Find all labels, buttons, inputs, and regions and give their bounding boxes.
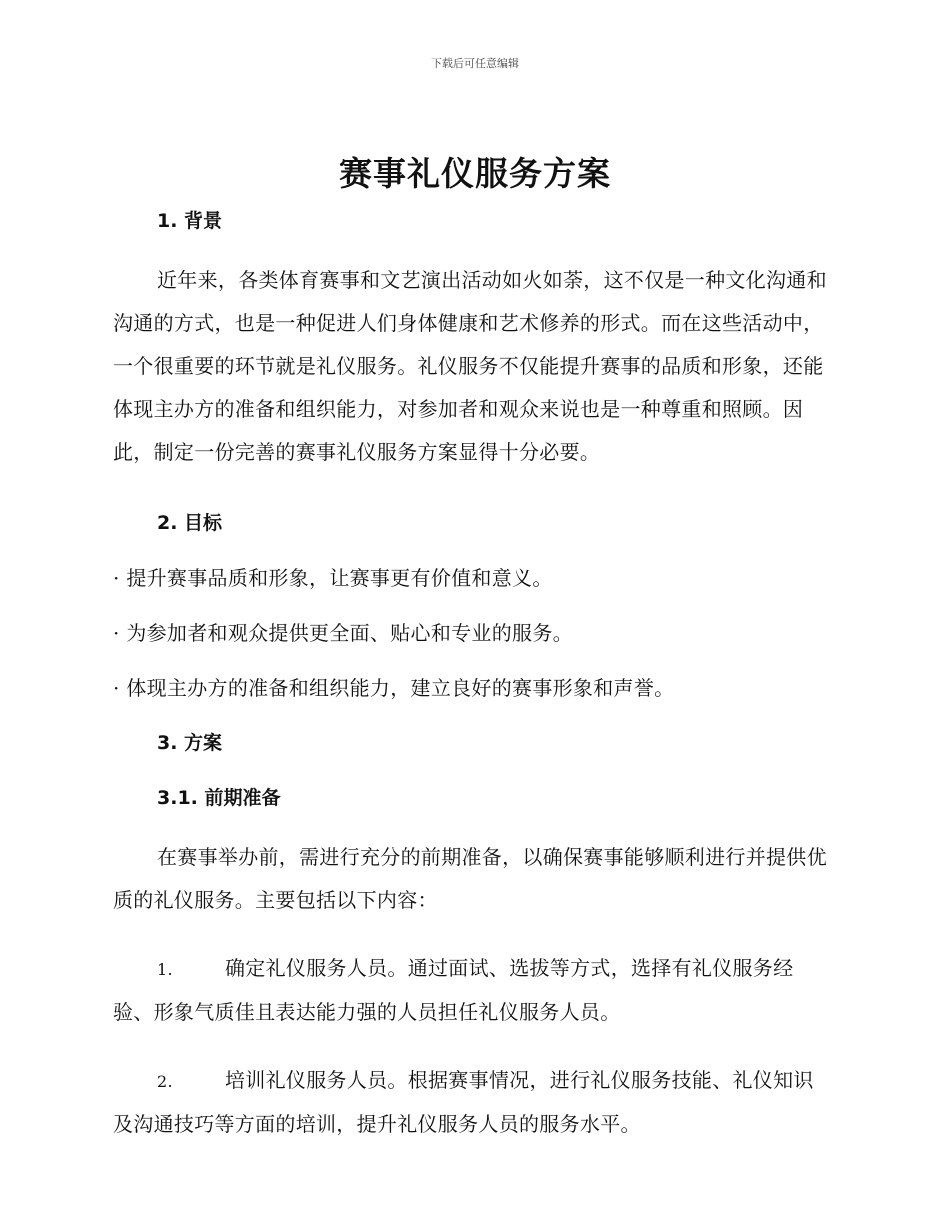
background-paragraph: 近年来，各类体育赛事和文艺演出活动如火如荼，这不仅是一种文化沟通和沟通的方式，也是一种促进人们身体健康和艺术修养的形式。而在这些活动中，一个很重要的环节就是礼仪服务。礼仪服务不仅能提升赛事的品质和形象，还能体现主办方的准备和组织能力，对参加者和观众来说也是一种尊重和照顾。因此，制定一份完善的赛事礼仪服务方案显得十分必要。 [113, 268, 827, 464]
step-number: 1. [157, 960, 173, 979]
document-title: 赛事礼仪服务方案 [339, 154, 611, 193]
goal-item: · 提升赛事品质和形象，让赛事更有价值和意义。 [113, 566, 553, 590]
preparation-step [113, 1059, 830, 1146]
section-heading-background: 1. 背景 [157, 210, 223, 232]
goal-item: · 为参加者和观众提供更全面、贴心和专业的服务。 [113, 621, 573, 645]
step-number: 2. [157, 1072, 173, 1091]
page-header: 下载后可任意编辑 [431, 57, 519, 70]
subsection-heading-preparation: 3.1. 前期准备 [157, 787, 281, 809]
step-text: 培训礼仪服务人员。根据赛事情况，进行礼仪服务技能、礼仪知识及沟通技巧等方面的培训，提升礼仪服务人员的服务水平。 [113, 1068, 814, 1136]
preparation-step [113, 947, 830, 1034]
section-heading-plan: 3. 方案 [157, 732, 223, 754]
step-text: 确定礼仪服务人员。通过面试、选拔等方式，选择有礼仪服务经验、形象气质佳且表达能力强的人员担任礼仪服务人员。 [113, 956, 794, 1024]
document-body [113, 206, 830, 1146]
section-heading-goals: 2. 目标 [157, 512, 223, 534]
preparation-intro: 在赛事举办前，需进行充分的前期准备，以确保赛事能够顺利进行并提供优质的礼仪服务。主要包括以下内容： [113, 845, 827, 912]
goal-item: · 体现主办方的准备和组织能力，建立良好的赛事形象和声誉。 [113, 676, 675, 700]
